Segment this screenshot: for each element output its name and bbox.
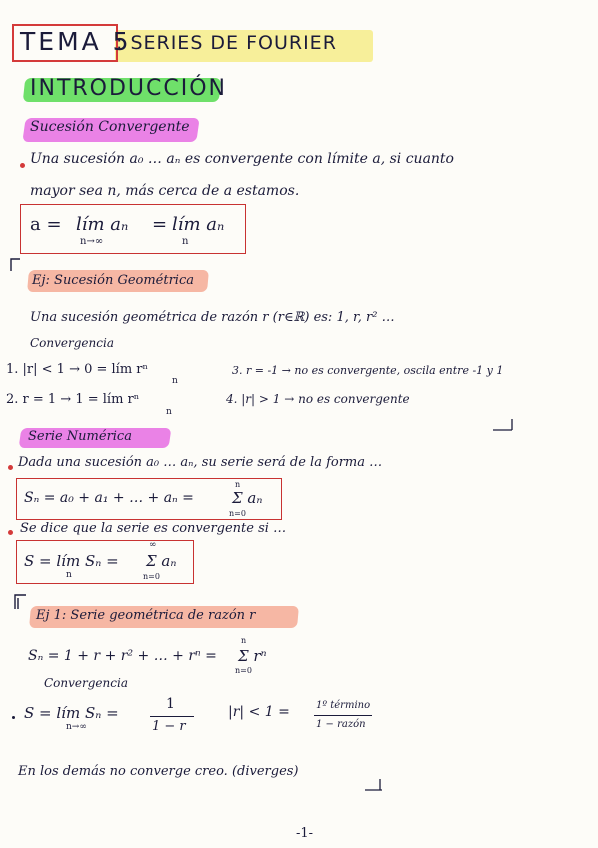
ratio-condition: |r| < 1 =: [228, 704, 290, 720]
series-limit-sum: Σ aₙ: [146, 552, 177, 570]
example1-item1: 1. |r| < 1 → 0 = lím rⁿ: [6, 362, 149, 377]
section1-text-2: mayor sea n, más cerca de a estamos.: [30, 183, 300, 199]
geometric-limit-sub: n→∞: [66, 722, 87, 732]
series-limit-bot: n=0: [143, 572, 160, 581]
partial-sum-top: n: [235, 480, 241, 489]
formula-lim: lím aₙ: [76, 214, 129, 235]
bullet: [8, 530, 13, 535]
convergencia-label: Convergencia: [44, 676, 128, 690]
fraction-denominator: 1 − r: [152, 719, 186, 734]
section1-heading: Sucesión Convergente: [30, 119, 190, 135]
example1-item4: 4. |r| > 1 → no es convergente: [226, 392, 410, 406]
end-mark-icon: [364, 778, 384, 792]
example1-item1-sub: n: [172, 376, 178, 386]
bullet: [12, 716, 15, 719]
example1-item2: 2. r = 1 → 1 = lím rⁿ: [6, 392, 140, 407]
formula-lim-sub: n→∞: [80, 236, 104, 247]
end-mark-icon: [492, 418, 514, 432]
example1-heading: Ej: Sucesión Geométrica: [32, 273, 194, 288]
partial-sum-formula: Sₙ = a₀ + a₁ + … + aₙ =: [24, 490, 194, 506]
section2-heading: Serie Numérica: [28, 429, 132, 444]
example-marker-icon: [10, 258, 22, 272]
geometric-limit: S = lím Sₙ =: [24, 704, 119, 722]
page-number: -1-: [296, 826, 314, 841]
title-series: : SERIES DE FOURIER: [116, 32, 337, 54]
example-marker-icon: [14, 594, 28, 610]
fraction2-line: [314, 715, 372, 716]
example2-heading: Ej 1: Serie geométrica de razón r: [36, 608, 256, 623]
formula-eq: =: [152, 214, 168, 235]
intro-heading: INTRODUCCIÓN: [30, 76, 228, 101]
formula-lim2: lím aₙ: [172, 214, 225, 235]
partial-sum-bot: n=0: [229, 509, 246, 518]
geometric-partial-sum: Sₙ = 1 + r + r² + … + rⁿ =: [28, 648, 217, 664]
formula-a: a =: [30, 214, 62, 235]
section2-text-1: Dada una sucesión a₀ … aₙ, su serie será de la forma …: [18, 455, 383, 470]
example1-item3: 3. r = -1 → no es convergente, oscila entre -1 y 1: [232, 364, 504, 377]
geometric-sum-top: n: [241, 636, 247, 645]
bullet: [20, 163, 25, 168]
fraction-numerator: 1: [166, 696, 175, 712]
section1-text-1: Una sucesión a₀ … aₙ es convergente con límite a, si cuanto: [30, 151, 454, 167]
example1-item2-sub: n: [166, 407, 172, 417]
example2-other: En los demás no converge creo. (diverges): [18, 764, 299, 779]
partial-sum-sum: Σ aₙ: [232, 489, 263, 507]
series-limit-top: ∞: [149, 540, 157, 550]
example1-line1: Una sucesión geométrica de razón r (r∈ℝ) es: 1, r, r² …: [30, 310, 395, 325]
example1-convergencia: Convergencia: [30, 336, 114, 350]
section2-text-2: Se dice que la serie es convergente si …: [20, 521, 287, 536]
geometric-sum-bot: n=0: [235, 666, 252, 675]
series-limit-formula: S = lím Sₙ =: [24, 552, 119, 570]
bullet: [8, 465, 13, 470]
formula-lim2-sub: n: [182, 236, 189, 247]
fraction2-numerator: 1º término: [316, 700, 371, 711]
fraction2-denominator: 1 − razón: [316, 719, 366, 730]
title-tema: TEMA 5: [20, 27, 132, 56]
fraction-line: [150, 716, 194, 717]
geometric-sum: Σ rⁿ: [238, 647, 267, 665]
series-limit-sub: n: [66, 570, 72, 580]
